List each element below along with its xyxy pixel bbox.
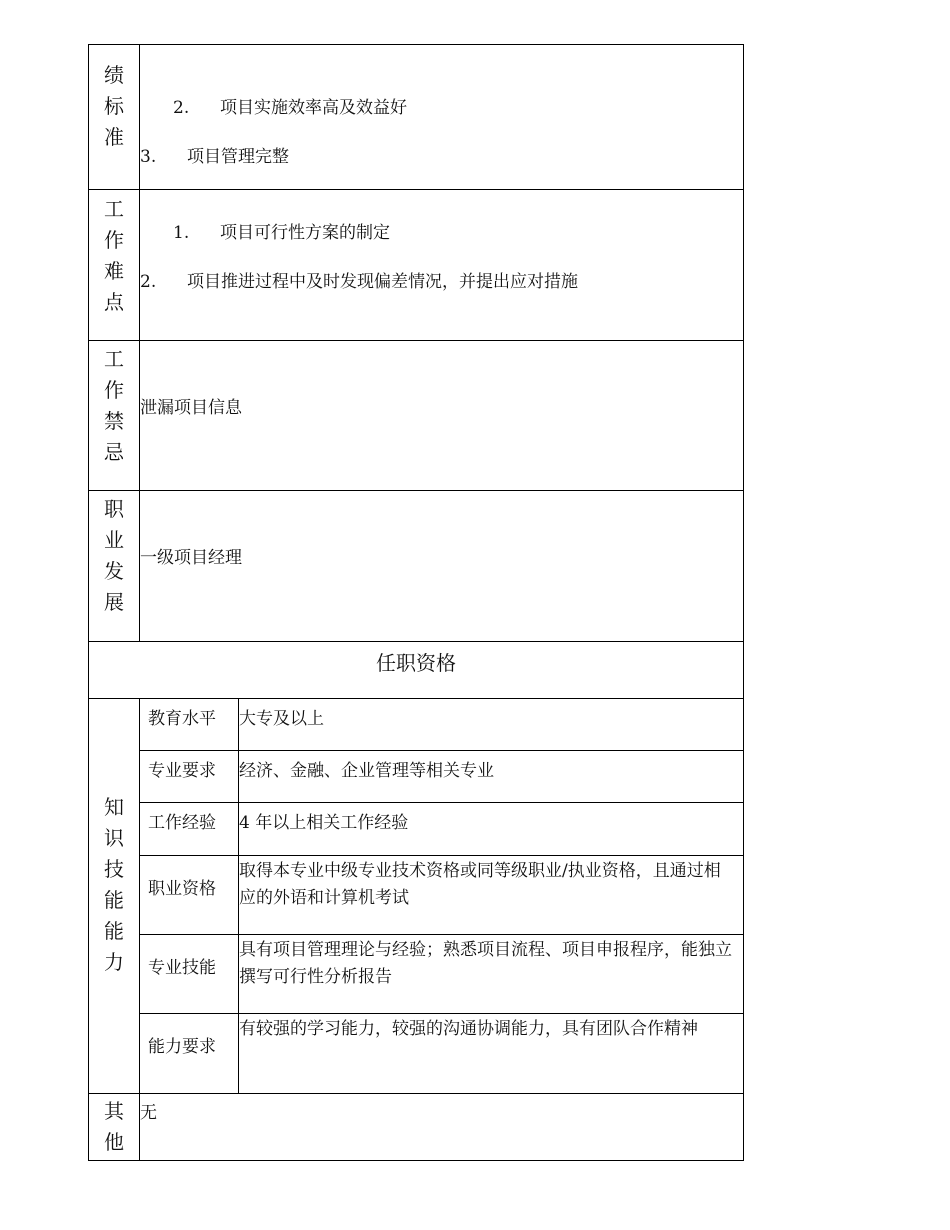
taboos-label: 工作禁忌	[104, 347, 124, 464]
performance-item-3	[140, 142, 289, 167]
career-label: 职业发展	[104, 497, 124, 614]
qual-row-experience-label	[139, 802, 239, 856]
performance-item-3-num: 3.	[140, 147, 157, 167]
difficulties-item-1-text: 项目可行性方案的制定	[220, 223, 390, 243]
qual-row-certification-value	[238, 855, 744, 935]
qualifications-header-cell	[88, 641, 744, 699]
qual-row-education-value	[238, 698, 744, 751]
qual-value-skills: 具有项目管理理论与经验；熟悉项目流程、项目申报程序，能独立撰写可行性分析报告	[239, 940, 732, 987]
qual-row-major-value	[238, 750, 744, 803]
qual-value-education: 大专及以上	[239, 709, 324, 729]
qual-row-ability-label	[139, 1013, 239, 1094]
performance-label-cell	[88, 44, 140, 190]
difficulties-item-2-text: 项目推进过程中及时发现偏差情况，并提出应对措施	[187, 272, 578, 292]
performance-label: 绩标准	[104, 63, 124, 149]
qual-row-major-label	[139, 750, 239, 803]
qual-row-certification-label	[139, 855, 239, 935]
career-content-cell	[139, 490, 744, 642]
qual-label-skills: 专业技能	[148, 958, 216, 978]
performance-item-2-num: 2.	[173, 98, 190, 118]
difficulties-item-2-num: 2.	[140, 272, 157, 292]
difficulties-label: 工作难点	[104, 197, 124, 314]
performance-item-2	[173, 93, 407, 118]
performance-item-3-text: 项目管理完整	[187, 147, 289, 167]
taboos-content-cell	[139, 340, 744, 491]
other-label: 其他	[104, 1099, 124, 1154]
career-label-cell	[88, 490, 140, 642]
other-content-cell	[139, 1093, 744, 1161]
performance-content-cell	[139, 44, 744, 190]
qual-row-experience-value	[238, 802, 744, 856]
qualifications-title: 任职资格	[376, 651, 456, 675]
qual-value-major: 经济、金融、企业管理等相关专业	[239, 761, 494, 781]
qual-label-experience: 工作经验	[148, 813, 216, 833]
difficulties-content-cell	[139, 189, 744, 341]
qual-value-ability: 有较强的学习能力，较强的沟通协调能力，具有团队合作精神	[239, 1019, 698, 1039]
qualifications-group-label: 知识技能能力	[104, 795, 124, 974]
qual-row-skills-value	[238, 934, 744, 1014]
performance-item-2-text: 项目实施效率高及效益好	[220, 98, 407, 118]
difficulties-item-2	[140, 267, 578, 292]
qual-row-education-label	[139, 698, 239, 751]
qual-row-ability-value	[238, 1013, 744, 1094]
qual-label-education: 教育水平	[148, 709, 216, 729]
qual-label-ability: 能力要求	[148, 1037, 216, 1057]
career-text: 一级项目经理	[140, 548, 242, 568]
qual-label-major: 专业要求	[148, 761, 216, 781]
qual-row-skills-label	[139, 934, 239, 1014]
qual-value-certification: 取得本专业中级专业技术资格或同等级职业/执业资格，且通过相应的外语和计算机考试	[239, 861, 721, 908]
taboos-label-cell	[88, 340, 140, 491]
qual-label-certification: 职业资格	[148, 879, 216, 899]
difficulties-item-1	[173, 218, 390, 243]
difficulties-label-cell	[88, 189, 140, 341]
qualifications-group-label-cell	[88, 698, 140, 1094]
other-label-cell	[88, 1093, 140, 1161]
taboos-text: 泄漏项目信息	[140, 398, 242, 418]
difficulties-item-1-num: 1.	[173, 223, 190, 243]
other-text: 无	[140, 1103, 157, 1123]
qual-value-experience: 4 年以上相关工作经验	[239, 813, 409, 833]
